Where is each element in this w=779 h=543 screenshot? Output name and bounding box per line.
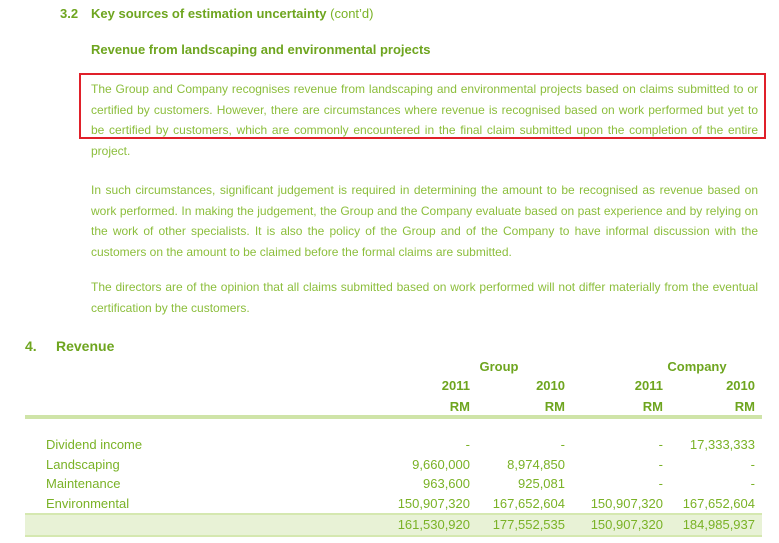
section-title-text: Key sources of estimation uncertainty — [91, 6, 327, 21]
row-label: Maintenance — [46, 476, 121, 491]
table-cell: - — [658, 437, 663, 452]
paragraph-claims: The Group and Company recognises revenue from landscaping and environmental projects based on claims submitted to or certified by customers. However, there are circumstances where revenue is recognised based on work performed but yet to be certified by customers, which are commonly encountered in the final claim submitted upon the completion of the entire project. — [91, 82, 758, 158]
note-number: 4. — [25, 338, 37, 354]
subheading: Revenue from landscaping and environmental projects — [91, 42, 431, 57]
header-unit: RM — [449, 399, 470, 414]
section-number: 3.2 — [60, 6, 79, 21]
total-cell: 150,907,320 — [590, 517, 663, 532]
table-cell: 963,600 — [423, 476, 470, 491]
table-cell: 925,081 — [518, 476, 565, 491]
row-label: Landscaping — [46, 457, 120, 472]
table-cell: - — [750, 476, 755, 491]
header-year: 2010 — [536, 378, 565, 393]
header-unit: RM — [544, 399, 565, 414]
header-unit: RM — [734, 399, 755, 414]
paragraph-directors: The directors are of the opinion that all claims submitted based on work performed will not differ materially from the eventual certification by the customers. — [91, 280, 758, 315]
column-group-company: Company — [667, 359, 727, 374]
header-unit: RM — [642, 399, 663, 414]
table-cell: 167,652,604 — [682, 496, 755, 511]
table-cell: 150,907,320 — [397, 496, 470, 511]
note-title: Revenue — [56, 338, 115, 354]
total-cell: 177,552,535 — [492, 517, 565, 532]
header-year: 2011 — [441, 378, 470, 393]
table-header-rule — [25, 415, 762, 419]
section-title-suffix: (cont’d) — [330, 6, 374, 21]
table-cell: - — [658, 476, 663, 491]
paragraph-judgement: In such circumstances, significant judgement is required in determining the amount to be recognised as revenue based on work performed. In making the judgement, the Group and the Company evaluate based on past experience and by relying on the work of other specialists. It is also the policy of the Group and of the Company to have informal discussion with the customers on the amount to be claimed before the formal claims are submitted. — [91, 183, 758, 259]
table-cell: - — [465, 437, 470, 452]
table-cell: - — [750, 457, 755, 472]
total-cell: 161,530,920 — [397, 517, 470, 532]
table-cell: 9,660,000 — [412, 457, 470, 472]
table-cell: 150,907,320 — [590, 496, 663, 511]
table-cell: - — [560, 437, 565, 452]
row-label: Dividend income — [46, 437, 143, 452]
table-cell: 167,652,604 — [492, 496, 565, 511]
row-label: Environmental — [46, 496, 130, 511]
header-year: 2011 — [634, 378, 663, 393]
column-group-group: Group — [479, 359, 519, 374]
total-bottom-rule — [25, 535, 762, 537]
table-cell: 8,974,850 — [507, 457, 565, 472]
table-cell: - — [658, 457, 663, 472]
section-title — [91, 6, 374, 21]
highlight-box — [79, 73, 766, 139]
table-cell: 17,333,333 — [689, 437, 755, 452]
header-year: 2010 — [726, 378, 755, 393]
total-cell: 184,985,937 — [682, 517, 755, 532]
